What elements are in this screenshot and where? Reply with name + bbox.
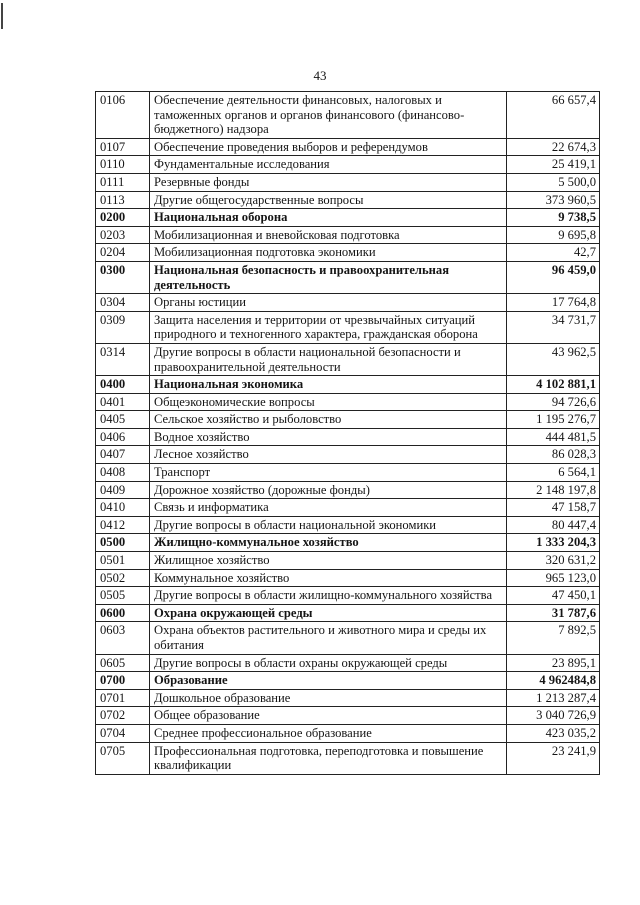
code-cell: 0701 xyxy=(96,689,150,707)
code-cell: 0501 xyxy=(96,552,150,570)
name-cell: Общее образование xyxy=(150,707,507,725)
name-cell: Национальная оборона xyxy=(150,209,507,227)
table-row xyxy=(96,569,600,587)
table-row xyxy=(96,244,600,262)
amount-cell: 31 787,6 xyxy=(507,604,600,622)
amount-cell: 1 213 287,4 xyxy=(507,689,600,707)
table-row xyxy=(96,393,600,411)
name-cell: Образование xyxy=(150,672,507,690)
amount-cell: 9 738,5 xyxy=(507,209,600,227)
code-cell: 0111 xyxy=(96,173,150,191)
name-cell: Фундаментальные исследования xyxy=(150,156,507,174)
table-row xyxy=(96,173,600,191)
name-cell: Общеэкономические вопросы xyxy=(150,393,507,411)
amount-cell: 47 450,1 xyxy=(507,587,600,605)
name-cell: Дорожное хозяйство (дорожные фонды) xyxy=(150,481,507,499)
table-row xyxy=(96,689,600,707)
code-cell: 0400 xyxy=(96,376,150,394)
amount-cell: 42,7 xyxy=(507,244,600,262)
name-cell: Другие вопросы в области жилищно-коммунального хозяйства xyxy=(150,587,507,605)
amount-cell: 965 123,0 xyxy=(507,569,600,587)
code-cell: 0603 xyxy=(96,622,150,654)
table-row xyxy=(96,481,600,499)
table-row xyxy=(96,622,600,654)
code-cell: 0700 xyxy=(96,672,150,690)
code-cell: 0203 xyxy=(96,226,150,244)
name-cell: Другие вопросы в области национальной экономики xyxy=(150,516,507,534)
name-cell: Обеспечение проведения выборов и референдумов xyxy=(150,138,507,156)
name-cell: Коммунальное хозяйство xyxy=(150,569,507,587)
table-row xyxy=(96,92,600,139)
code-cell: 0107 xyxy=(96,138,150,156)
name-cell: Водное хозяйство xyxy=(150,428,507,446)
code-cell: 0600 xyxy=(96,604,150,622)
table-row xyxy=(96,226,600,244)
scan-edge-mark xyxy=(1,3,3,29)
amount-cell: 80 447,4 xyxy=(507,516,600,534)
table-row xyxy=(96,707,600,725)
name-cell: Другие вопросы в области национальной безопасности и правоохранительной деятельности xyxy=(150,343,507,375)
amount-cell: 423 035,2 xyxy=(507,724,600,742)
amount-cell: 17 764,8 xyxy=(507,294,600,312)
code-cell: 0113 xyxy=(96,191,150,209)
code-cell: 0410 xyxy=(96,499,150,517)
name-cell: Мобилизационная подготовка экономики xyxy=(150,244,507,262)
amount-cell: 1 195 276,7 xyxy=(507,411,600,429)
code-cell: 0304 xyxy=(96,294,150,312)
code-cell: 0409 xyxy=(96,481,150,499)
code-cell: 0605 xyxy=(96,654,150,672)
table-row xyxy=(96,552,600,570)
table-row xyxy=(96,516,600,534)
table-row xyxy=(96,654,600,672)
table-row xyxy=(96,446,600,464)
table-row xyxy=(96,604,600,622)
code-cell: 0412 xyxy=(96,516,150,534)
amount-cell: 1 333 204,3 xyxy=(507,534,600,552)
name-cell: Связь и информатика xyxy=(150,499,507,517)
code-cell: 0300 xyxy=(96,261,150,293)
table-row xyxy=(96,343,600,375)
table-row xyxy=(96,209,600,227)
amount-cell: 47 158,7 xyxy=(507,499,600,517)
amount-cell: 6 564,1 xyxy=(507,464,600,482)
name-cell: Национальная безопасность и правоохранительная деятельность xyxy=(150,261,507,293)
code-cell: 0204 xyxy=(96,244,150,262)
code-cell: 0314 xyxy=(96,343,150,375)
table-row xyxy=(96,311,600,343)
table-row xyxy=(96,742,600,774)
amount-cell: 96 459,0 xyxy=(507,261,600,293)
page-number: 43 xyxy=(313,68,327,83)
name-cell: Сельское хозяйство и рыболовство xyxy=(150,411,507,429)
code-cell: 0407 xyxy=(96,446,150,464)
table-row xyxy=(96,587,600,605)
amount-cell: 373 960,5 xyxy=(507,191,600,209)
code-cell: 0110 xyxy=(96,156,150,174)
amount-cell: 4 962484,8 xyxy=(507,672,600,690)
amount-cell: 22 674,3 xyxy=(507,138,600,156)
code-cell: 0702 xyxy=(96,707,150,725)
table-row xyxy=(96,261,600,293)
amount-cell: 9 695,8 xyxy=(507,226,600,244)
code-cell: 0705 xyxy=(96,742,150,774)
code-cell: 0406 xyxy=(96,428,150,446)
amount-cell: 23 895,1 xyxy=(507,654,600,672)
amount-cell: 66 657,4 xyxy=(507,92,600,139)
table-row xyxy=(96,499,600,517)
name-cell: Профессиональная подготовка, переподготовка и повышение квалификации xyxy=(150,742,507,774)
name-cell: Другие вопросы в области охраны окружающей среды xyxy=(150,654,507,672)
budget-table xyxy=(95,91,600,775)
name-cell: Охрана объектов растительного и животного мира и среды их обитания xyxy=(150,622,507,654)
code-cell: 0401 xyxy=(96,393,150,411)
amount-cell: 4 102 881,1 xyxy=(507,376,600,394)
name-cell: Жилищно-коммунальное хозяйство xyxy=(150,534,507,552)
code-cell: 0502 xyxy=(96,569,150,587)
amount-cell: 43 962,5 xyxy=(507,343,600,375)
name-cell: Органы юстиции xyxy=(150,294,507,312)
code-cell: 0704 xyxy=(96,724,150,742)
name-cell: Мобилизационная и вневойсковая подготовка xyxy=(150,226,507,244)
code-cell: 0106 xyxy=(96,92,150,139)
table-row xyxy=(96,672,600,690)
code-cell: 0405 xyxy=(96,411,150,429)
code-cell: 0200 xyxy=(96,209,150,227)
name-cell: Жилищное хозяйство xyxy=(150,552,507,570)
name-cell: Лесное хозяйство xyxy=(150,446,507,464)
code-cell: 0309 xyxy=(96,311,150,343)
name-cell: Обеспечение деятельности финансовых, налоговых и таможенных органов и органов финансового (финансово-бюджетного) надзора xyxy=(150,92,507,139)
table-row xyxy=(96,411,600,429)
table-row xyxy=(96,191,600,209)
amount-cell: 3 040 726,9 xyxy=(507,707,600,725)
amount-cell: 34 731,7 xyxy=(507,311,600,343)
table-row xyxy=(96,156,600,174)
name-cell: Транспорт xyxy=(150,464,507,482)
table-row xyxy=(96,376,600,394)
table-row xyxy=(96,428,600,446)
budget-table-body xyxy=(96,92,600,775)
table-row xyxy=(96,534,600,552)
amount-cell: 25 419,1 xyxy=(507,156,600,174)
amount-cell: 94 726,6 xyxy=(507,393,600,411)
table-row xyxy=(96,464,600,482)
amount-cell: 320 631,2 xyxy=(507,552,600,570)
amount-cell: 444 481,5 xyxy=(507,428,600,446)
table-row xyxy=(96,138,600,156)
code-cell: 0500 xyxy=(96,534,150,552)
code-cell: 0408 xyxy=(96,464,150,482)
name-cell: Защита населения и территории от чрезвычайных ситуаций природного и техногенного характера, гражданская оборона xyxy=(150,311,507,343)
name-cell: Национальная экономика xyxy=(150,376,507,394)
amount-cell: 23 241,9 xyxy=(507,742,600,774)
table-row xyxy=(96,724,600,742)
amount-cell: 86 028,3 xyxy=(507,446,600,464)
name-cell: Охрана окружающей среды xyxy=(150,604,507,622)
table-row xyxy=(96,294,600,312)
name-cell: Дошкольное образование xyxy=(150,689,507,707)
amount-cell: 2 148 197,8 xyxy=(507,481,600,499)
name-cell: Среднее профессиональное образование xyxy=(150,724,507,742)
name-cell: Резервные фонды xyxy=(150,173,507,191)
amount-cell: 5 500,0 xyxy=(507,173,600,191)
code-cell: 0505 xyxy=(96,587,150,605)
amount-cell: 7 892,5 xyxy=(507,622,600,654)
name-cell: Другие общегосударственные вопросы xyxy=(150,191,507,209)
